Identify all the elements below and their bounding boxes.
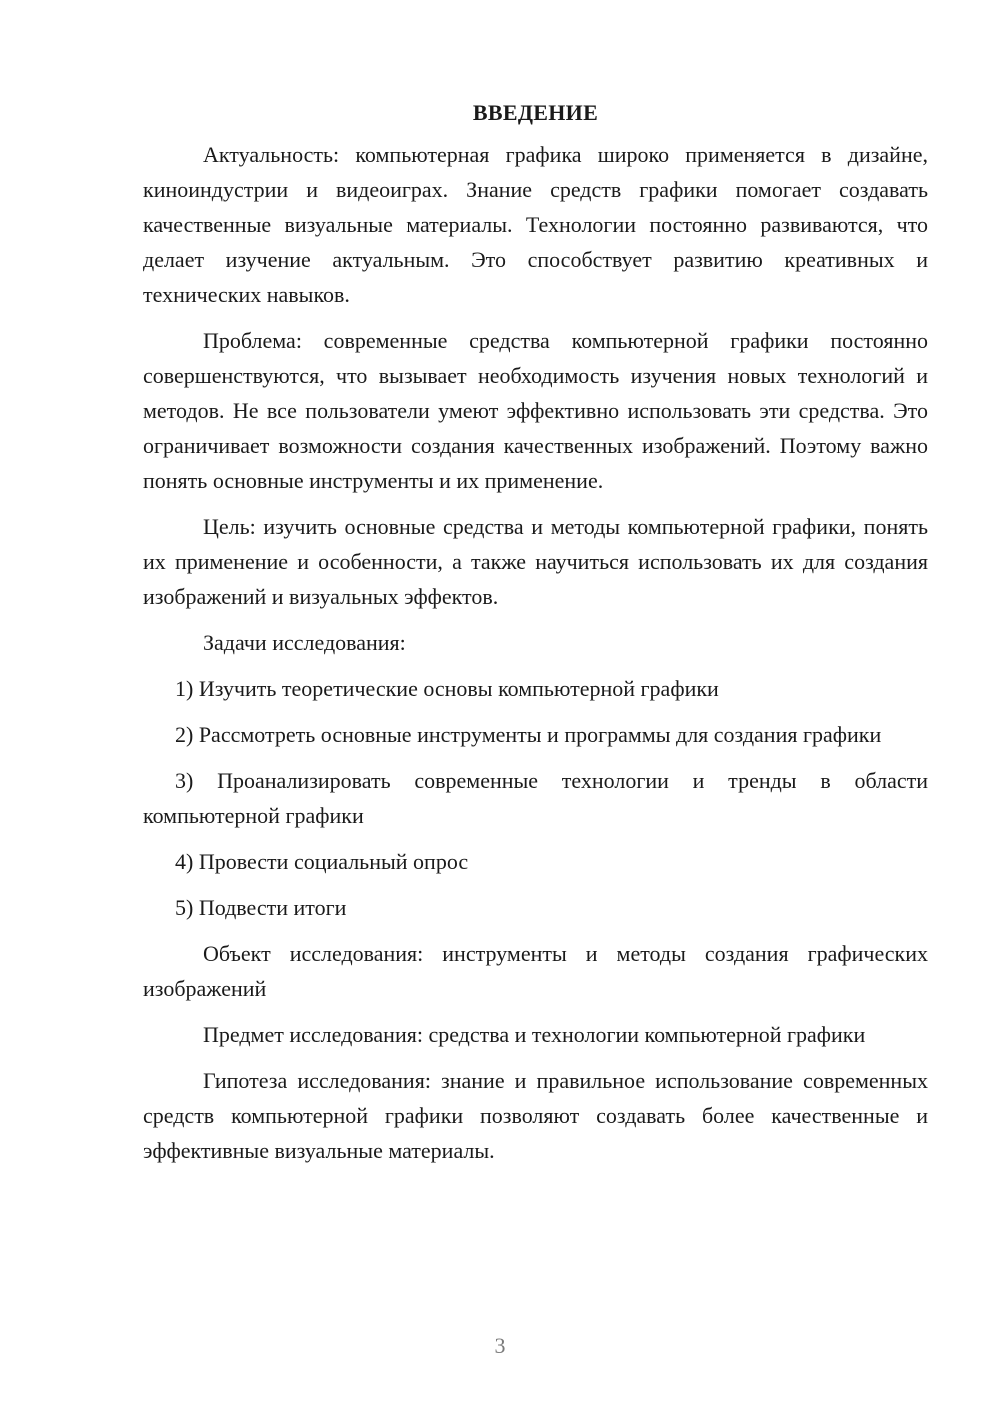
paragraph-goal: Цель: изучить основные средства и методы компьютерной графики, понять их применение и особенности, а также научиться использовать их для создания изображений и визуальных эффектов. xyxy=(143,514,928,609)
paragraph-tasks-heading: Задачи исследования: xyxy=(203,630,406,655)
section-title: ВВЕДЕНИЕ xyxy=(472,100,599,125)
paragraph-problem: Проблема: современные средства компьютерной графики постоянно совершенствуются, что вызывает необходимость изучения новых технологий и методов. Не все пользователи умеют эффективно использовать эти средства. Это ограничивает возможности создания качественных изображений. Поэтому важно понять основные инструменты и их применение. xyxy=(143,328,928,493)
paragraph-hypothesis: Гипотеза исследования: знание и правильное использование современных средств компьютерной графики позволяют создавать более качественные и эффективные визуальные материалы. xyxy=(143,1068,928,1163)
paragraph-subject: Предмет исследования: средства и технологии компьютерной графики xyxy=(203,1022,866,1047)
task-item-2: 2) Рассмотреть основные инструменты и программы для создания графики xyxy=(175,722,882,747)
task-item-1: 1) Изучить теоретические основы компьютерной графики xyxy=(175,676,719,701)
page-number: 3 xyxy=(494,1333,506,1358)
task-item-4: 4) Провести социальный опрос xyxy=(175,849,469,874)
paragraph-object: Объект исследования: инструменты и методы создания графических изображений xyxy=(143,941,928,1001)
paragraph-relevance: Актуальность: компьютерная графика широко применяется в дизайне, киноиндустрии и видеоиграх. Знание средств графики помогает создавать качественные визуальные материалы. Технологии постоянно развиваются, что делает изучение актуальным. Это способствует развитию креативных и технических навыков. xyxy=(143,142,928,307)
task-item-3: 3) Проанализировать современные технологии и тренды в области компьютерной графики xyxy=(143,768,928,828)
task-item-5: 5) Подвести итоги xyxy=(175,895,347,920)
document-page xyxy=(143,95,928,1179)
